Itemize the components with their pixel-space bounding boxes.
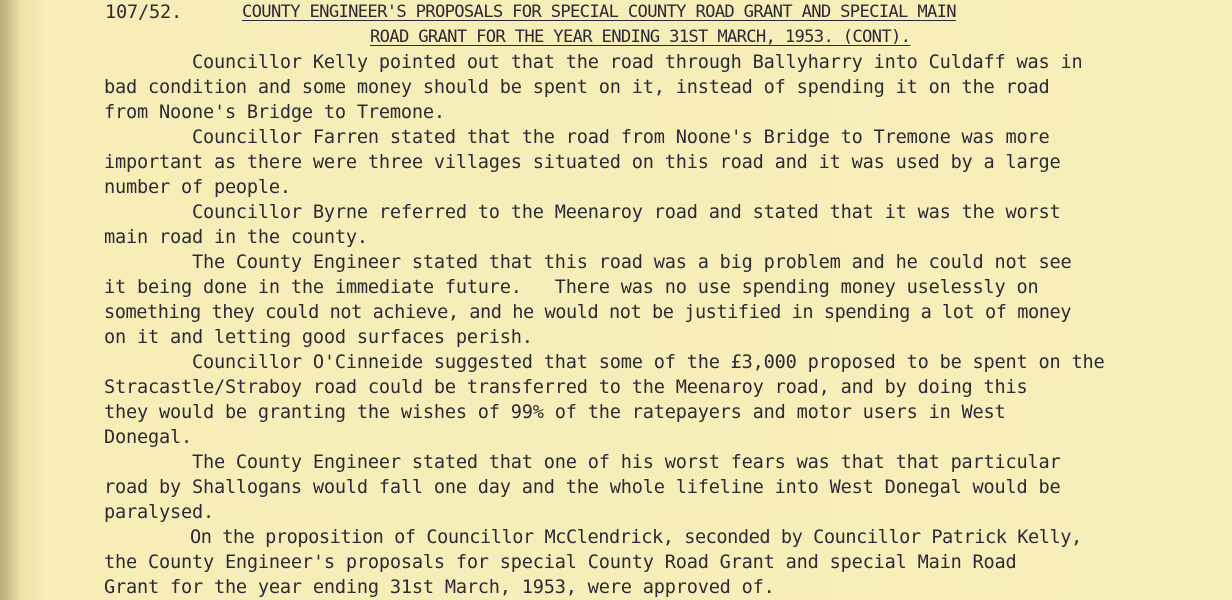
- body-line-16: Donegal.: [104, 427, 192, 448]
- body-line-3: from Noone's Bridge to Tremone.: [104, 102, 445, 123]
- body-line-8: main road in the county.: [104, 227, 368, 248]
- body-line-6: number of people.: [104, 177, 291, 198]
- heading-line-1: COUNTY ENGINEER'S PROPOSALS FOR SPECIAL COUNTY ROAD GRANT AND SPECIAL MAIN: [242, 2, 956, 22]
- body-line-17: The County Engineer stated that one of his worst fears was that that particular: [104, 452, 1061, 473]
- body-line-1: Councillor Kelly pointed out that the road through Ballyharry into Culdaff was in: [104, 52, 1083, 73]
- body-line-19: paralysed.: [104, 502, 214, 523]
- body-line-12: on it and letting good surfaces perish.: [104, 327, 533, 348]
- body-line-5: important as there were three villages situated on this road and it was used by a large: [104, 152, 1061, 173]
- body-line-7: Councillor Byrne referred to the Meenaroy road and stated that it was the worst: [104, 202, 1061, 223]
- body-line-22: Grant for the year ending 31st March, 1953, were approved of.: [104, 577, 775, 598]
- body-line-15: they would be granting the wishes of 99% of the ratepayers and motor users in West: [104, 402, 1006, 423]
- body-line-21: the County Engineer's proposals for special County Road Grant and special Main Road: [104, 552, 1017, 573]
- minute-reference-number: 107/52.: [105, 2, 182, 23]
- body-line-10: it being done in the immediate future. There was no use spending money uselessly on: [104, 277, 1039, 298]
- page-edge-shadow: [0, 0, 22, 600]
- body-line-14: Stracastle/Straboy road could be transferred to the Meenaroy road, and by doing this: [104, 377, 1028, 398]
- heading-line-2: ROAD GRANT FOR THE YEAR ENDING 31ST MARCH, 1953. (CONT).: [370, 27, 911, 47]
- body-line-11: something they could not achieve, and he would not be justified in spending a lot of money: [104, 302, 1071, 323]
- body-line-20: On the proposition of Councillor McClendrick, seconded by Councillor Patrick Kelly,: [104, 527, 1082, 548]
- body-line-13: Councillor O'Cinneide suggested that some of the £3,000 proposed to be spent on the: [104, 352, 1105, 373]
- body-line-9: The County Engineer stated that this road was a big problem and he could not see: [104, 252, 1072, 273]
- body-line-4: Councillor Farren stated that the road from Noone's Bridge to Tremone was more: [104, 127, 1050, 148]
- body-line-2: bad condition and some money should be spent on it, instead of spending it on the road: [104, 77, 1050, 98]
- body-line-18: road by Shallogans would fall one day and the whole lifeline into West Donegal would be: [104, 477, 1061, 498]
